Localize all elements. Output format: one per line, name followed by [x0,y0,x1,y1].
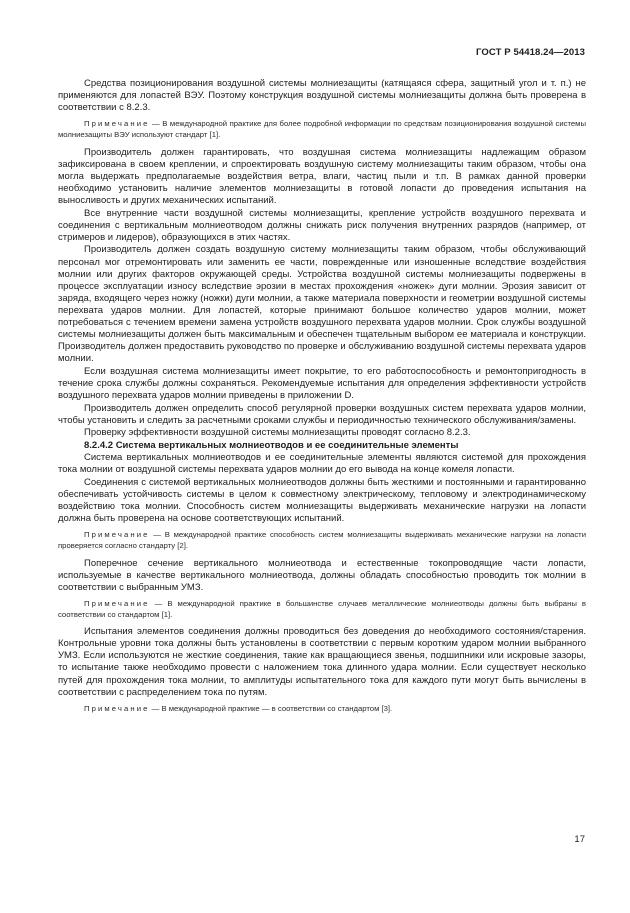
note-label: Примечание [84,530,150,540]
paragraph: Производитель должен создать воздушную систему молниезащиты таким образом, чтобы обслуживающий персонал мог отремонтировать или заменить ее части, поврежденные или изношенные вследствие воздействия молнии или других факторов окружающей среды. Устройства воздушной системы молниезащиты подвержены в процессе эксплуатации износу вследствие эрозии в местах прохождения «ножек» дуги молнии. Эрозия зависит от заряда, входящего через ножку (ножки) дуги молнии, а также материала поверхности и геометрии воздушной системы перехвата ударов молнии. Для лопастей, которые принимают большое количество ударов молнии, может потребоваться с течением времени замена устройств воздушного перехвата ударов молнии. Срок службы воздушной системы молниезащиты должен быть максимальным и обеспечен тщательным выбором ее материала и конструкции. Производитель должен предоставить руководство по проверке и обслуживанию воздушной системы перехвата ударов молнии. [58,244,586,365]
paragraph: Проверку эффективности воздушной системы молниезащиты проводят согласно 8.2.3. [84,427,471,439]
note [58,598,586,620]
note-text: — В международной практике — в соответствии со стандартом [3]. [149,703,393,713]
note-label: Примечание [84,703,150,713]
document-body [58,78,586,720]
note [58,529,586,551]
note-text: — В международной практике для более подробной информации по средствам позиционирования воздушной системы молниезащиты ВЭУ используют стандарт [1]. [58,119,586,140]
note-text: — В международной практике способность систем молниезащиты выдерживать механические нагрузки на лопасти проверяется согласно стандарту [2]. [58,530,586,551]
page-number: 17 [574,834,585,845]
note [58,118,586,140]
paragraph: Соединения с системой вертикальных молниеотводов должны быть жесткими и постоянными и гарантированно обеспечивать устойчивость системы в целом к совместному электрическому, тепловому и электродинамическому воздействию тока молнии. Способность систем молниезащиты выдерживать механические нагрузки на лопасти должна быть проверена на основе соответствующих испытаний. [58,476,586,524]
paragraph: Поперечное сечение вертикального молниеотвода и естественные токопроводящие части лопасти, используемые в качестве вертикального молниеотвода, должны обладать способностью проводить ток молнии в соответствии с выбранным УМЗ. [58,557,586,593]
note [58,703,586,714]
paragraph: Производитель должен гарантировать, что воздушная система молниезащиты надлежащим образом зафиксирована в своем креплении, и спроектировать воздушную систему молниезащиты таким образом, чтобы она могла выдержать предполагаемые воздействия ветра, влаги, частиц пыли и т.п. В рамках данной проверки необходимо установить наличие элементов молниезащиты в готовой лопасти до проведения испытания на выносливость и других механических испытаний. [58,146,586,207]
paragraph: Все внутренние части воздушной системы молниезащиты, крепление устройств воздушного перехвата и соединения с вертикальным молниеотводом должны снижать риск получения внутренних разрядов (например, от стримеров и лидеров), образующихся в этих частях. [58,207,586,243]
note-text: — В международной практике в большинстве случаев металлические молниеотводы должны быть выбраны в соответствии со стандартом [1]. [58,598,586,619]
paragraph: Если воздушная система молниезащиты имеет покрытие, то его работоспособность и ремонтопригодность в течение срока службы должны сохраняться. Рекомендуемые испытания для определения эффективности устройств воздушного перехвата ударов молнии приведены в приложении D. [58,365,586,402]
paragraph: Испытания элементов соединения должны проводиться без доведения до необходимого состояния/старения. Контрольные уровни тока должны быть установлены в соответствии с первым коротким ударом молнии выбранного УМЗ. Если используются не жесткие соединения, такие как вращающиеся звенья, подшипники или искровые зазоры, то испытание также необходимо провести с наложением тока длинного удара молнии. Если существует несколько путей для прохождения тока молнии, то амплитуды испытательного тока для каждого пути могут быть вычислены в соответствии с распределением тока по путям. [58,626,586,698]
paragraph: Система вертикальных молниеотводов и ее соединительные элементы являются системой для прохождения тока молнии от воздушной системы перехвата ударов молнии до его вывода на конце комеля лопасти. [58,452,586,476]
note-label: Примечание [84,119,150,129]
section-heading: 8.2.4.2 Система вертикальных молниеотводов и ее соединительные элементы [84,439,459,451]
paragraph: Производитель должен определить способ регулярной проверки воздушных систем перехвата ударов молнии, чтобы установить и следить за расчетными сроками службы и периодичностью технического обслуживания/замены. [58,402,586,426]
note-label: Примечание [84,598,150,608]
paragraph: Средства позиционирования воздушной системы молниезащиты (катящаяся сфера, защитный угол и т. п.) не применяются для лопастей ВЭУ. Поэтому конструкция воздушной системы молниезащиты должна быть проверена в соответствии с 8.2.3. [58,78,586,114]
document-standard-id: ГОСТ Р 54418.24—2013 [476,47,585,58]
